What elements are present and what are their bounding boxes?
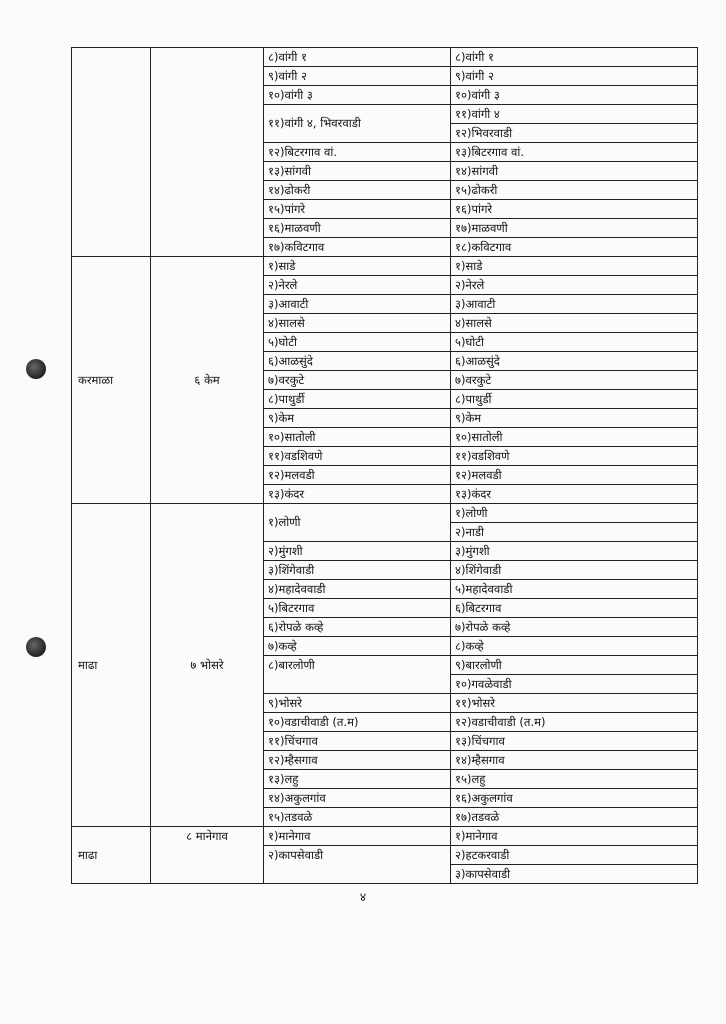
list-item: ७)रोपळे कव्हे <box>451 618 697 637</box>
list-item: १)लोणी <box>264 504 450 542</box>
list-item: ८)बारलोणी <box>264 656 450 694</box>
district-cell <box>72 257 151 504</box>
list-item: ११)वांगी ४ <box>451 105 697 124</box>
list-item: ५)बिटरगाव <box>264 599 450 618</box>
list-item: १)साडे <box>451 257 697 276</box>
village-group-table <box>71 47 698 884</box>
list-item: ९)बारलोणी <box>451 656 697 675</box>
list-item: ३)आवाटी <box>451 295 697 314</box>
list-item: ५)घोटी <box>451 333 697 352</box>
proposed-villages-cell <box>451 48 698 257</box>
list-item: १३)चिंचगाव <box>451 732 697 751</box>
list-item: १०)सातोली <box>264 428 450 447</box>
list-item: ९)केम <box>451 409 697 428</box>
proposed-villages-cell <box>451 504 698 827</box>
list-item: ११)चिंचगाव <box>264 732 450 751</box>
list-item: १५)पांगरे <box>264 200 450 219</box>
list-item: १३)लहु <box>264 770 450 789</box>
list-item: १०)वांगी ३ <box>264 86 450 105</box>
list-item: १०)वांगी ३ <box>451 86 697 105</box>
list-item: १४)ढोकरी <box>264 181 450 200</box>
punch-hole-top <box>26 359 46 379</box>
list-item: ११)वांगी ४, भिवरवाडी <box>264 105 450 143</box>
list-item: २)नाडी <box>451 523 697 542</box>
list-item: १६)अकुलगांव <box>451 789 697 808</box>
list-item: २)नेरले <box>451 276 697 295</box>
list-item: ५)महादेववाडी <box>451 580 697 599</box>
list-item: १७)कविटगाव <box>268 240 325 254</box>
list-item: ३)शिंगेवाडी <box>264 561 450 580</box>
list-item: ८)पाथुर्डी <box>451 390 697 409</box>
table-row <box>72 827 698 884</box>
current-village-list <box>264 48 450 256</box>
list-item: ८)पाथुर्डी <box>264 390 450 409</box>
list-item: १)मानेगाव <box>451 827 697 846</box>
list-item: ७)कव्हे <box>264 637 450 656</box>
list-item: १२)बिटरगाव वां. <box>264 143 450 162</box>
list-item: १४)अकुलगांव <box>264 789 450 808</box>
list-item: ६)रोपळे कव्हे <box>264 618 450 637</box>
list-item: ११)वडशिवणे <box>451 447 697 466</box>
list-item: १)लोणी <box>451 504 697 523</box>
list-item: ५)घोटी <box>264 333 450 352</box>
list-item: ६)आळसुंदे <box>264 352 450 371</box>
list-item: ३)मुंगशी <box>451 542 697 561</box>
list-item: २)हटकरवाडी <box>451 846 697 865</box>
table-row <box>72 48 698 257</box>
page-number: ४ <box>359 890 367 904</box>
list-item: ८)वांगी १ <box>264 48 450 67</box>
list-item: ११)भोसरे <box>451 694 697 713</box>
district-cell <box>72 504 151 827</box>
table-row <box>72 257 698 504</box>
list-item: ८)कव्हे <box>451 637 697 656</box>
list-item: १)मानेगाव <box>264 827 450 846</box>
list-item: २)कापसेवाडी <box>268 848 324 862</box>
table-row <box>72 504 698 827</box>
list-item: ६)बिटरगाव <box>451 599 697 618</box>
list-item: ११)वडशिवणे <box>264 447 450 466</box>
list-item: ७)वरकुटे <box>451 371 697 390</box>
table-body <box>72 48 698 884</box>
proposed-villages-cell <box>451 257 698 504</box>
district-name: माढा <box>78 847 98 862</box>
list-item: ७)वरकुटे <box>264 371 450 390</box>
list-item: २)नेरले <box>264 276 450 295</box>
list-item: २)मुंगशी <box>264 542 450 561</box>
list-item: ९)वांगी २ <box>451 67 697 86</box>
list-item: ४)महादेववाडी <box>264 580 450 599</box>
proposed-village-list <box>451 48 697 256</box>
proposed-village-list <box>451 257 697 503</box>
list-item: १२)वडाचीवाडी (त.म) <box>451 713 697 732</box>
list-item: १६)पांगरे <box>451 200 697 219</box>
list-item: १३)कंदर <box>455 487 492 501</box>
list-item: १५)लहु <box>451 770 697 789</box>
list-item: ४)सालसे <box>264 314 450 333</box>
list-item: १८)कविटगाव <box>455 240 512 254</box>
current-village-list <box>264 257 450 503</box>
list-item: ९)भोसरे <box>264 694 450 713</box>
list-item: ४)शिंगेवाडी <box>451 561 697 580</box>
district-name: माढा <box>78 657 98 672</box>
list-item: ८)वांगी १ <box>451 48 697 67</box>
list-item: १७)तडवळे <box>455 810 500 824</box>
district-name: करमाळा <box>78 372 114 387</box>
list-item: १)साडे <box>264 257 450 276</box>
current-villages-cell <box>264 504 451 827</box>
list-item: १४)सांगवी <box>451 162 697 181</box>
list-item: ४)सालसे <box>451 314 697 333</box>
current-village-list <box>264 827 450 864</box>
list-item: ६)आळसुंदे <box>451 352 697 371</box>
current-villages-cell <box>264 48 451 257</box>
gram-panchayat-name: ८ मानेगाव <box>186 829 228 843</box>
list-item: १३)सांगवी <box>264 162 450 181</box>
gram-panchayat-name: ६ केम <box>194 372 220 387</box>
list-item: १३)बिटरगाव वां. <box>451 143 697 162</box>
list-item: १६)माळवणी <box>264 219 450 238</box>
list-item: १७)माळवणी <box>451 219 697 238</box>
list-item: १३)कंदर <box>268 487 305 501</box>
list-item: १०)गवळेवाडी <box>451 675 697 694</box>
list-item: १२)मलवडी <box>264 466 450 485</box>
proposed-village-list <box>451 504 697 826</box>
list-item: १५)तडवळे <box>268 810 313 824</box>
district-cell <box>72 827 151 884</box>
punch-hole-bottom <box>26 637 46 657</box>
gram-panchayat-cell <box>151 827 264 884</box>
gram-panchayat-cell <box>151 48 264 257</box>
list-item: १२)भिवरवाडी <box>451 124 697 143</box>
current-village-list <box>264 504 450 826</box>
current-villages-cell <box>264 827 451 884</box>
gram-panchayat-cell <box>151 504 264 827</box>
list-item: ९)वांगी २ <box>264 67 450 86</box>
district-cell <box>72 48 151 257</box>
proposed-village-list <box>451 827 697 883</box>
list-item: ३)कापसेवाडी <box>455 867 511 881</box>
list-item: ९)केम <box>264 409 450 428</box>
list-item: ३)आवाटी <box>264 295 450 314</box>
proposed-villages-cell <box>451 827 698 884</box>
list-item: १०)वडाचीवाडी (त.म) <box>264 713 450 732</box>
list-item: १४)म्हैसगाव <box>451 751 697 770</box>
list-item: १२)मलवडी <box>451 466 697 485</box>
list-item: १२)म्हैसगाव <box>264 751 450 770</box>
current-villages-cell <box>264 257 451 504</box>
gram-panchayat-name: ७ भोसरे <box>190 657 224 672</box>
gram-panchayat-cell <box>151 257 264 504</box>
list-item: १०)सातोली <box>451 428 697 447</box>
list-item: १५)ढोकरी <box>451 181 697 200</box>
